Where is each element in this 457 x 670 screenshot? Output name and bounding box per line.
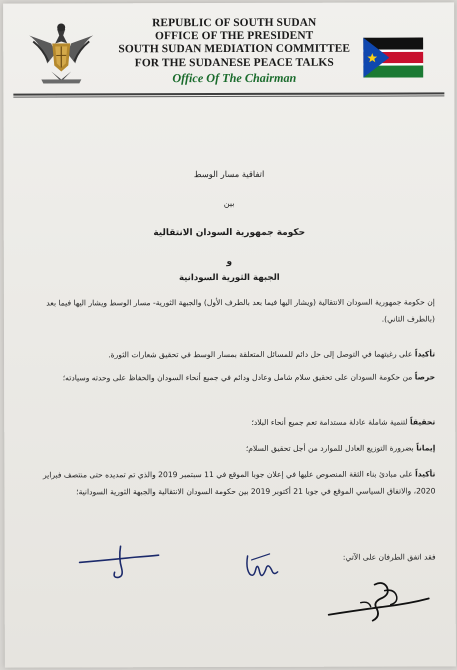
between-label: بين: [223, 198, 235, 209]
agreement-title: اتفاقية مسار الوسط: [193, 168, 265, 180]
paragraph-agreed: فقد اتفق الطرفان على الآتي:: [342, 552, 436, 562]
paragraph-parties: إن حكومة جمهورية السودان الانتقالية (ويشار اليها فيما بعد بالطرف الأول) والجبهة الثورية- مسار الوسط ويشار اليها فيما بعد (بالطرف الثاني).: [46, 297, 435, 324]
document-page: [3, 2, 456, 667]
letterhead-republic: REPUBLIC OF SOUTH SUDAN: [152, 16, 317, 30]
paragraph-affirming: تأكيداً على رغبتهما في التوصل إلى حل دائم للمسائل المتعلقة بمسار الوسط في تحقيق شعارات الثورة.: [108, 349, 436, 360]
letterhead-peace-talks: FOR THE SUDANESE PEACE TALKS: [134, 56, 334, 69]
signature-middle: [240, 548, 285, 583]
letterhead: [98, 17, 370, 86]
paragraph-confidence: تأكيداً على مبادئ بناء الثقة المنصوص عليها في إعلان جوبا الموقع في 11 سبتمبر 2019 والذي تم تمديده حتى منتصف فبراير 2020، والاتفاق السياسي الموقع في جوبا 21 أكتوبر 2019 بين حكومة السودان الانتقالية والجبهة الثورية السودانية؛: [42, 469, 436, 496]
paragraph-belief: إيماناً بضرورة التوزيع العادل للموارد من أجل تحقيق السلام؛: [245, 443, 436, 453]
paragraph-keen: حرصاً من حكومة السودان على تحقيق سلام شامل وعادل ودائم في جميع أنحاء السودان والحفاظ على وحدته وسيادته؛: [62, 372, 436, 383]
party-two: الجبهة الثورية السودانية: [178, 272, 280, 284]
and-label: و: [226, 256, 233, 268]
letterhead-office-chairman: Office Of The Chairman: [172, 70, 297, 85]
letterhead-rule-thin: [13, 95, 444, 97]
letterhead-office-president: OFFICE OF THE PRESIDENT: [155, 29, 314, 43]
coat-of-arms-icon: [21, 13, 101, 93]
signature-left: [75, 538, 165, 583]
party-one: حكومة جمهورية السودان الانتقالية: [153, 227, 306, 239]
letterhead-committee: SOUTH SUDAN MEDIATION COMMITTEE: [118, 43, 351, 56]
paragraph-development: تحقيقاً لتنمية شاملة عادلة مستدامة تعم جميع أنحاء البلاد؛: [251, 417, 436, 427]
south-sudan-flag-icon: [363, 37, 423, 77]
signature-right: [325, 572, 435, 632]
